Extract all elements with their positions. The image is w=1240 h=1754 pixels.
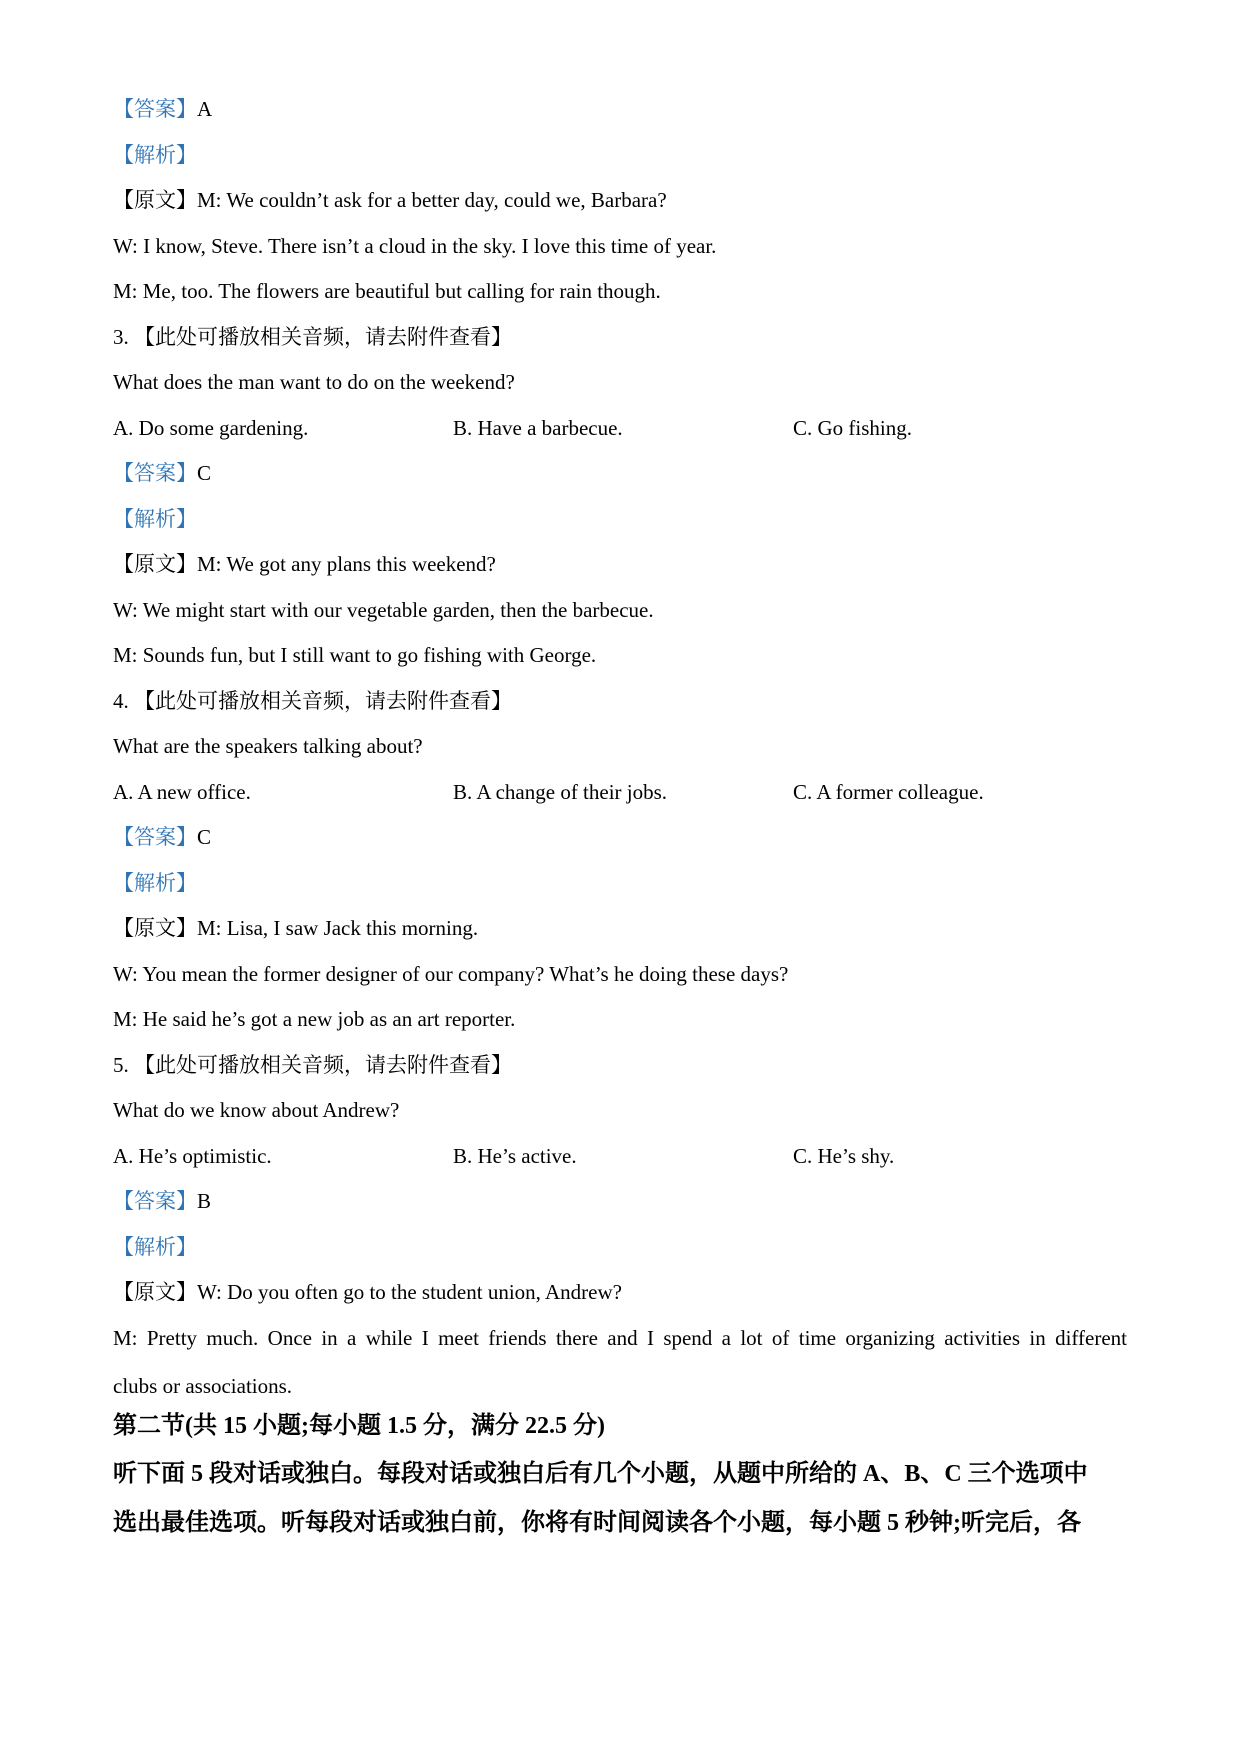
answer-label: 【答案】 — [113, 825, 197, 849]
audio-attachment-note[interactable]: 【此处可播放相关音频，请去附件查看】 — [134, 324, 512, 349]
q4-transcript-line-1 — [113, 914, 1127, 960]
question-number: 4. — [113, 688, 129, 713]
q2-analysis — [113, 141, 1127, 187]
analysis-label: 【解析】 — [113, 142, 197, 167]
option-a: A. A new office. — [113, 779, 251, 804]
answer-label: 【答案】 — [113, 97, 197, 121]
question-number: 3. — [113, 324, 129, 349]
answer-label: 【答案】 — [113, 461, 197, 485]
option-b: B. Have a barbecue. — [453, 415, 623, 440]
section-2-instructions-line-1: 听下面 5 段对话或独白。每段对话或独白后有几个小题，从题中所给的 A、B、C 三个选项中 — [113, 1460, 1088, 1487]
transcript-text: W: Do you often go to the student union, Andrew? — [197, 1280, 622, 1304]
option-c: C. He’s shy. — [793, 1143, 895, 1168]
transcript-label: 【原文】 — [113, 188, 197, 212]
analysis-label: 【解析】 — [113, 506, 197, 531]
section-2-title: 第二节(共 15 小题;每小题 1.5 分，满分 22.5 分) — [113, 1412, 605, 1439]
transcript-label: 【原文】 — [113, 552, 197, 576]
answer-value: C — [197, 461, 212, 485]
analysis-label: 【解析】 — [113, 1234, 197, 1259]
answer-value: C — [197, 825, 212, 849]
q4-question: What are the speakers talking about? — [113, 734, 423, 758]
option-a: A. Do some gardening. — [113, 415, 309, 440]
q2-transcript-line-1 — [113, 186, 1127, 232]
transcript-text: M: We couldn’t ask for a better day, could we, Barbara? — [197, 188, 667, 212]
q5-transcript-line-1 — [113, 1278, 1127, 1324]
answer-value: A — [197, 97, 213, 121]
q3-question: What does the man want to do on the weekend? — [113, 370, 515, 394]
document-page — [113, 95, 1127, 1556]
question-number: 5. — [113, 1052, 129, 1077]
option-b: B. A change of their jobs. — [453, 779, 668, 804]
q3-transcript-line-1 — [113, 550, 1127, 596]
answer-label: 【答案】 — [113, 1189, 197, 1213]
option-c: C. A former colleague. — [793, 779, 984, 804]
q5-transcript-line-2: M: Pretty much. Once in a while I meet friends there and I spend a lot of time organizing activities in different — [113, 1325, 1127, 1350]
transcript-text: M: We got any plans this weekend? — [197, 552, 496, 576]
transcript-label: 【原文】 — [113, 1280, 197, 1304]
q5-options — [113, 1142, 1127, 1188]
q2-transcript-line-2: W: I know, Steve. There isn’t a cloud in the sky. I love this time of year. — [113, 233, 717, 258]
q2-answer — [113, 95, 1127, 141]
q3-options — [113, 414, 1127, 460]
q4-analysis — [113, 869, 1127, 915]
q3-analysis — [113, 505, 1127, 551]
audio-attachment-note[interactable]: 【此处可播放相关音频，请去附件查看】 — [134, 1052, 512, 1077]
q4-transcript-line-3: M: He said he’s got a new job as an art reporter. — [113, 1007, 516, 1031]
q4-header — [113, 687, 1127, 733]
q3-transcript-line-2: W: We might start with our vegetable garden, then the barbecue. — [113, 597, 654, 622]
q4-transcript-line-2: W: You mean the former designer of our company? What’s he doing these days? — [113, 961, 789, 986]
q3-header — [113, 323, 1127, 369]
q5-header — [113, 1051, 1127, 1097]
q2-transcript-line-3: M: Me, too. The flowers are beautiful but calling for rain though. — [113, 279, 661, 303]
q5-transcript-line-3: clubs or associations. — [113, 1373, 293, 1398]
option-c: C. Go fishing. — [793, 415, 913, 440]
option-a: A. He’s optimistic. — [113, 1143, 272, 1168]
q5-analysis — [113, 1233, 1127, 1279]
q4-answer — [113, 823, 1127, 869]
q4-options — [113, 778, 1127, 824]
option-b: B. He’s active. — [453, 1143, 577, 1168]
section-2-instructions-line-2: 选出最佳选项。听每段对话或独白前，你将有时间阅读各个小题，每小题 5 秒钟;听完后，各 — [113, 1509, 1081, 1536]
transcript-label: 【原文】 — [113, 916, 197, 940]
answer-value: B — [197, 1189, 212, 1213]
audio-attachment-note[interactable]: 【此处可播放相关音频，请去附件查看】 — [134, 688, 512, 713]
q5-answer — [113, 1187, 1127, 1233]
q3-answer — [113, 459, 1127, 505]
analysis-label: 【解析】 — [113, 870, 197, 895]
transcript-text: M: Lisa, I saw Jack this morning. — [197, 916, 479, 940]
q5-question: What do we know about Andrew? — [113, 1098, 400, 1122]
q3-transcript-line-3: M: Sounds fun, but I still want to go fishing with George. — [113, 643, 597, 667]
